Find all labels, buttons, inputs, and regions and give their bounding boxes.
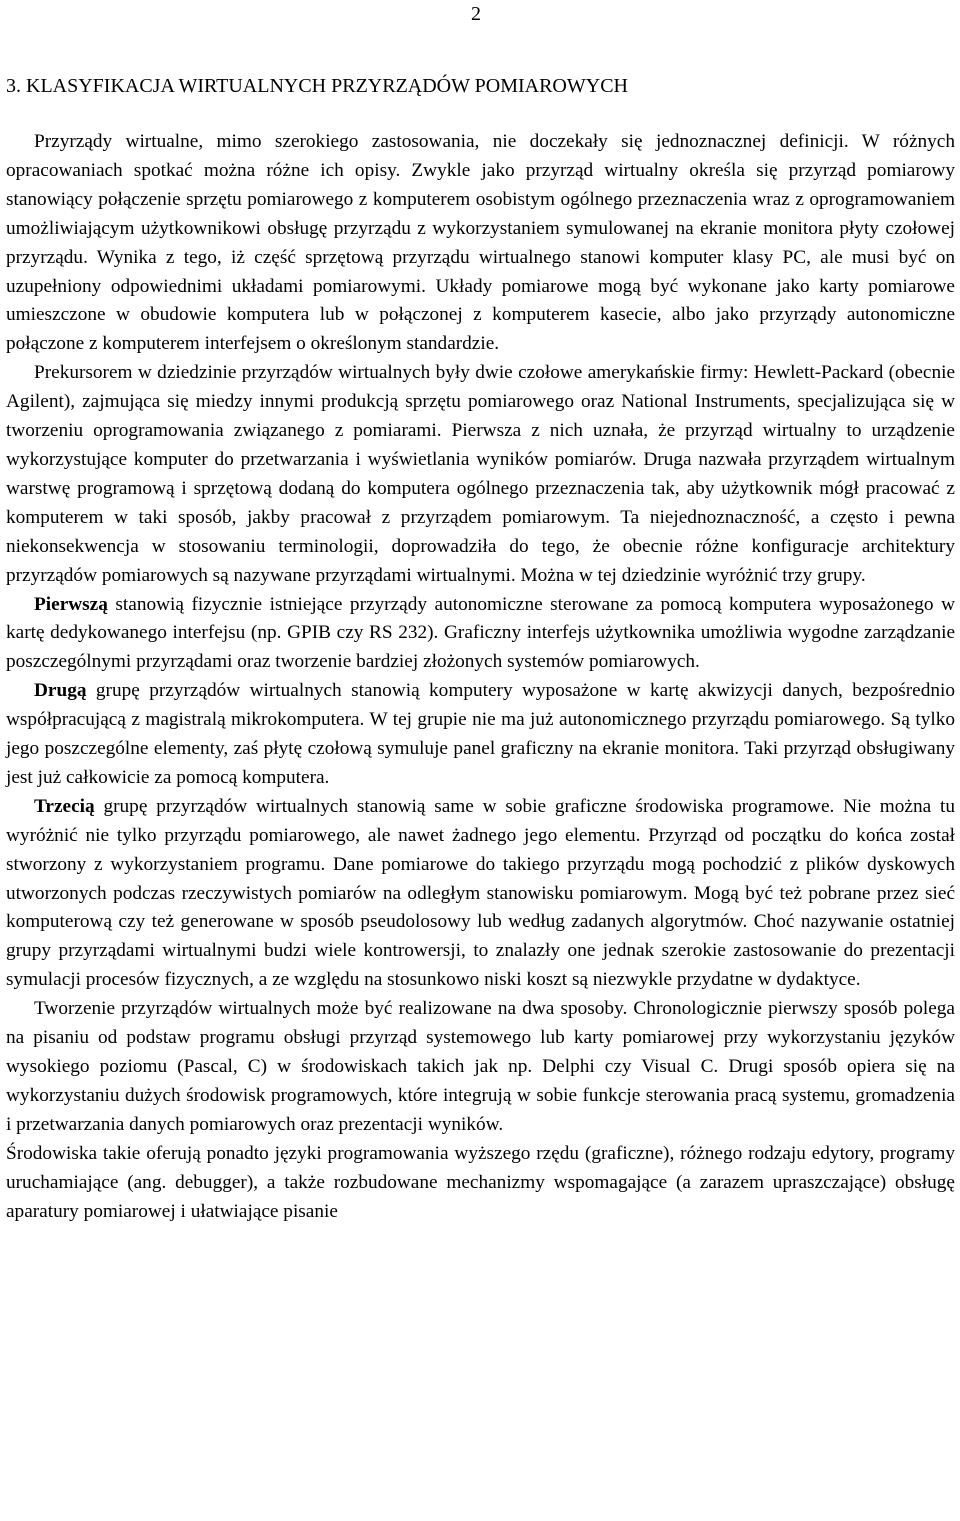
paragraph-lead-bold: Trzecią xyxy=(34,795,95,817)
paragraph-text: Środowiska takie oferują ponadto języki programowania wyższego rzędu (graficzne), różnego rodzaju edytory, programy uruchamiające (ang. debugger), a także rozbudowane mechanizmy wspomagające (a zarazem upraszczające) obsługę aparatury pomiarowej i ułatwiające pisanie xyxy=(6,1142,955,1222)
paragraph-text: grupę przyrządów wirtualnych stanowią same w sobie graficzne środowiska programowe. Nie można tu wyróżnić nie tylko przyrządu pomiarowego, ale nawet żadnego jego elementu. Przyrząd od początku do końca został stworzony z wykorzystaniem programu. Dane pomiarowe do takiego przyrządu mogą pochodzić z plików dyskowych utworzonych podczas rzeczywistych pomiarów na odległym stanowisku pomiarowym. Mogą być też pobrane przez sieć komputerową czy też generowane w sposób pseudolosowy lub według zadanych algorytmów. Choć nazywanie ostatniej grupy przyrządami wirtualnymi budzi wiele kontrowersji, to znalazły one jednak szerokie zastosowanie do prezentacji symulacji procesów fizycznych, a ze względu na stosunkowo niski koszt są niezwykle przydatne w dydaktyce. xyxy=(6,795,955,991)
paragraph-group-two xyxy=(6,677,955,793)
paragraph-lead-bold: Pierwszą xyxy=(34,593,108,615)
paragraph-definition xyxy=(6,128,955,359)
paragraph-text: Przyrządy wirtualne, mimo szerokiego zastosowania, nie doczekały się jednoznacznej definicji. W różnych opracowaniach spotkać można różne ich opisy. Zwykle jako przyrząd wirtualny określa się przyrząd pomiarowy stanowiący połączenie sprzętu pomiarowego z komputerem osobistym ogólnego przeznaczenia wraz z oprogramowaniem umożliwiającym użytkownikowi obsługę przyrządu z wykorzystaniem symulowanej na ekranie monitora płyty czołowej przyrządu. Wynika z tego, iż część sprzętową przyrządu wirtualnego stanowi komputer klasy PC, ale musi być on uzupełniony odpowiednimi układami pomiarowymi. Układy pomiarowe mogą być wykonane jako karty pomiarowe umieszczone w obudowie komputera lub w połączonej z komputerem kasecie, albo jako przyrządy autonomiczne połączone z komputerem interfejsem o określonym standardzie. xyxy=(6,131,955,355)
paragraph-text: stanowią fizycznie istniejące przyrządy autonomiczne sterowane za pomocą komputera wyposażonego w kartę dedykowanego interfejsu (np. GPIB czy RS 232). Graficzny interfejs użytkownika umożliwia wygodne zarządzanie poszczególnymi przyrządami oraz tworzenie bardziej złożonych systemów pomiarowych. xyxy=(6,593,955,673)
paragraph-environments xyxy=(6,1140,955,1227)
paragraph-precursors xyxy=(6,359,955,590)
document-body xyxy=(6,128,955,1226)
paragraph-lead-bold: Drugą xyxy=(34,680,87,702)
paragraph-text: Prekursorem w dziedzinie przyrządów wirtualnych były dwie czołowe amerykańskie firmy: Hewlett-Packard (obecnie Agilent), zajmująca się miedzy innymi produkcją sprzętu pomiarowego oraz National Instruments, specjalizująca się w tworzeniu oprogramowania związanego z pomiarami. Pierwsza z nich uznała, że przyrząd wirtualny to urządzenie wykorzystujące komputer do przetwarzania i wyświetlania wyników pomiarów. Druga nazwała przyrządem wirtualnym warstwę programową i sprzętową dodaną do komputera ogólnego przeznaczenia tak, aby użytkownik mógł pracować z komputerem w taki sposób, jakby pracował z przyrządem pomiarowym. Ta niejednoznaczność, a często i pewna niekonsekwencja w stosowaniu terminologii, doprowadziła do tego, że obecnie różne konfiguracje architektury przyrządów pomiarowych są nazywane przyrządami wirtualnymi. Można w tej dziedzinie wyróżnić trzy grupy. xyxy=(6,362,955,586)
paragraph-creation-methods xyxy=(6,995,955,1140)
paragraph-text: grupę przyrządów wirtualnych stanowią komputery wyposażone w kartę akwizycji danych, bezpośrednio współpracującą z magistralą mikrokomputera. W tej grupie nie ma już autonomicznego przyrządu pomiarowego. Są tylko jego poszczególne elementy, zaś płytę czołową symuluje panel graficzny na ekranie monitora. Taki przyrząd obsługiwany jest już całkowicie za pomocą komputera. xyxy=(6,680,955,788)
page-number: 2 xyxy=(471,3,481,25)
paragraph-text: Tworzenie przyrządów wirtualnych może być realizowane na dwa sposoby. Chronologicznie pierwszy sposób polega na pisaniu od podstaw programu obsługi przyrząd systemowego lub karty pomiarowej przy wykorzystaniu języków wysokiego poziomu (Pascal, C) w środowiskach takich jak np. Delphi czy Visual C. Drugi sposób opiera się na wykorzystaniu dużych środowisk programowych, które integrują w sobie funkcje sterowania pracą systemu, gromadzenia i przetwarzania danych pomiarowych oraz prezentacji wyników. xyxy=(6,998,955,1135)
section-heading: 3. KLASYFIKACJA WIRTUALNYCH PRZYRZĄDÓW POMIAROWYCH xyxy=(6,75,628,97)
paragraph-group-three xyxy=(6,793,955,995)
paragraph-group-one xyxy=(6,591,955,678)
